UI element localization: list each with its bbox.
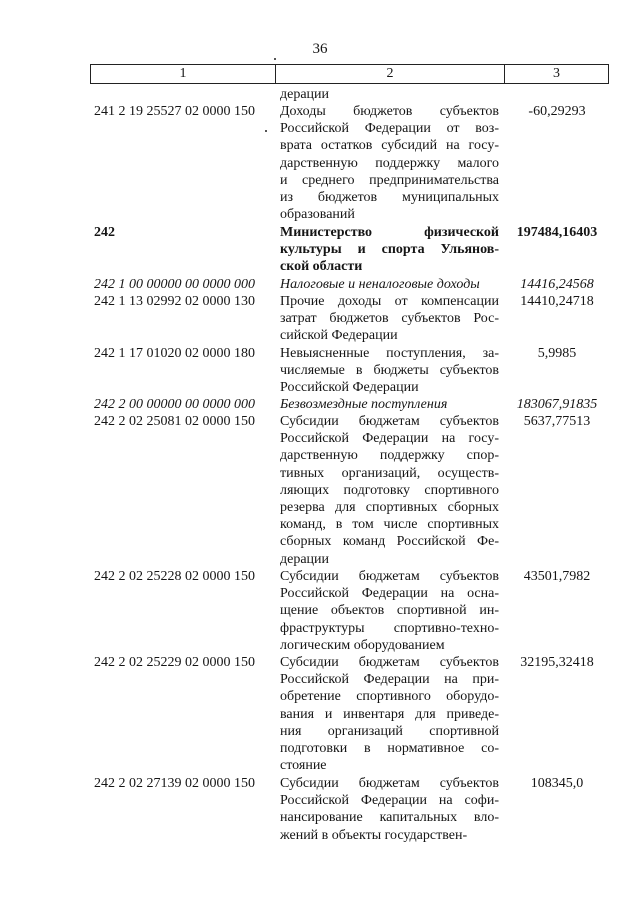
header-cell-3: 3	[553, 66, 560, 81]
description-line: вания и инвентаря для приведе-	[280, 706, 499, 722]
row-description	[280, 224, 499, 276]
row-description	[280, 775, 499, 844]
description-line: ской области	[280, 259, 363, 275]
description-line: и среднего предпринимательства	[280, 172, 499, 188]
description-line: затрат бюджетов субъектов Рос-	[280, 311, 499, 327]
description-line: жений в объекты государствен-	[280, 827, 468, 843]
description-line: подготовки в нормативное со-	[280, 741, 499, 757]
description-line: фраструктуры спортивно-техно-	[280, 620, 499, 636]
row-description	[280, 276, 499, 293]
scan-speck	[274, 58, 276, 60]
description-line: ляющих подготовку спортивного	[280, 482, 499, 498]
row-description	[280, 103, 499, 223]
description-line: Субсидии бюджетам субъектов	[280, 569, 499, 584]
row-amount: 43501,7982	[523, 569, 591, 584]
description-line: сборных команд Российской Фе-	[280, 534, 499, 550]
description-line: ния организаций спортивной	[280, 723, 499, 739]
description-line: Субсидии бюджетам субъектов	[280, 414, 499, 429]
description-line: дарственную поддержку спор-	[280, 448, 499, 464]
row-code: 242 2 02 27139 02 0000 150	[94, 776, 255, 791]
header-cell-1: 1	[91, 65, 276, 83]
description-line: Министерство физической	[280, 225, 499, 240]
description-line: из бюджетов муниципальных	[280, 190, 499, 206]
description-line: сийской Федерации	[280, 328, 398, 344]
description-line: Прочие доходы от компенсации	[280, 294, 499, 309]
row-amount: 5,9985	[537, 346, 577, 361]
row-description	[280, 345, 499, 397]
row-description	[280, 86, 499, 103]
row-amount: 32195,32418	[520, 655, 594, 670]
description-line: логическим оборудованием	[280, 637, 445, 653]
row-description	[280, 654, 499, 774]
row-description	[280, 293, 499, 345]
row-amount: -60,29293	[528, 104, 586, 119]
description-line: Российской Федерации на при-	[280, 672, 499, 688]
row-amount: 197484,16403	[516, 225, 598, 240]
description-line: врата остатков субсидий на госу-	[280, 138, 499, 154]
description-line: Субсидии бюджетам субъектов	[280, 655, 499, 670]
description-line: Российской Федерации на госу-	[280, 431, 499, 447]
row-code: 242	[94, 225, 115, 240]
description-line: дерации	[280, 87, 330, 102]
description-line: Российской Федерации на софи-	[280, 793, 499, 809]
row-code: 242 2 02 25229 02 0000 150	[94, 655, 255, 670]
description-line: Безвозмездные поступления	[280, 397, 448, 412]
description-line: Российской Федерации от воз-	[280, 121, 499, 137]
description-line: Российской Федерации на осна-	[280, 586, 499, 602]
description-line: Налоговые и неналоговые доходы	[280, 277, 480, 292]
description-line: Невыясненные поступления, за-	[280, 346, 499, 361]
row-code: 242 1 17 01020 02 0000 180	[94, 346, 255, 361]
page-number: 36	[312, 41, 328, 57]
description-line: образований	[280, 207, 355, 223]
row-code: 242 1 13 02992 02 0000 130	[94, 294, 255, 309]
description-line: нансирование капитальных вло-	[280, 810, 499, 826]
row-description	[280, 413, 499, 568]
row-code: 242 1 00 00000 00 0000 000	[94, 277, 255, 292]
description-line: дарственную поддержку малого	[280, 155, 499, 171]
row-code: 242 2 02 25228 02 0000 150	[94, 569, 255, 584]
row-code: 241 2 19 25527 02 0000 150	[94, 104, 255, 119]
row-amount: 108345,0	[530, 776, 584, 791]
description-line: команд, в том числе спортивных	[280, 517, 499, 533]
description-line: Доходы бюджетов субъектов	[280, 104, 499, 119]
description-line: стояние	[280, 758, 327, 774]
description-line: дерации	[280, 551, 330, 567]
description-line: тивных организаций, осуществ-	[280, 465, 499, 481]
row-amount: 14416,24568	[520, 277, 594, 292]
description-line: числяемые в бюджеты субъектов	[280, 363, 499, 379]
description-line: резерва для спортивных сборных	[280, 500, 499, 516]
row-description	[280, 568, 499, 654]
row-code: 242 2 02 25081 02 0000 150	[94, 414, 255, 429]
row-amount: 5637,77513	[523, 414, 591, 429]
description-line: культуры и спорта Ульянов-	[280, 242, 499, 258]
table-header	[90, 64, 609, 84]
row-description	[280, 396, 499, 413]
header-cell-2: 2	[276, 65, 505, 83]
description-line: Субсидии бюджетам субъектов	[280, 776, 499, 791]
description-line: щение объектов спортивной ин-	[280, 603, 499, 619]
row-amount: 183067,91835	[516, 397, 598, 412]
description-line: Российской Федерации	[280, 380, 419, 396]
description-line: обретение спортивного оборудо-	[280, 689, 499, 705]
scan-speck	[265, 130, 267, 132]
row-code: 242 2 00 00000 00 0000 000	[94, 397, 255, 412]
row-amount: 14410,24718	[520, 294, 594, 309]
